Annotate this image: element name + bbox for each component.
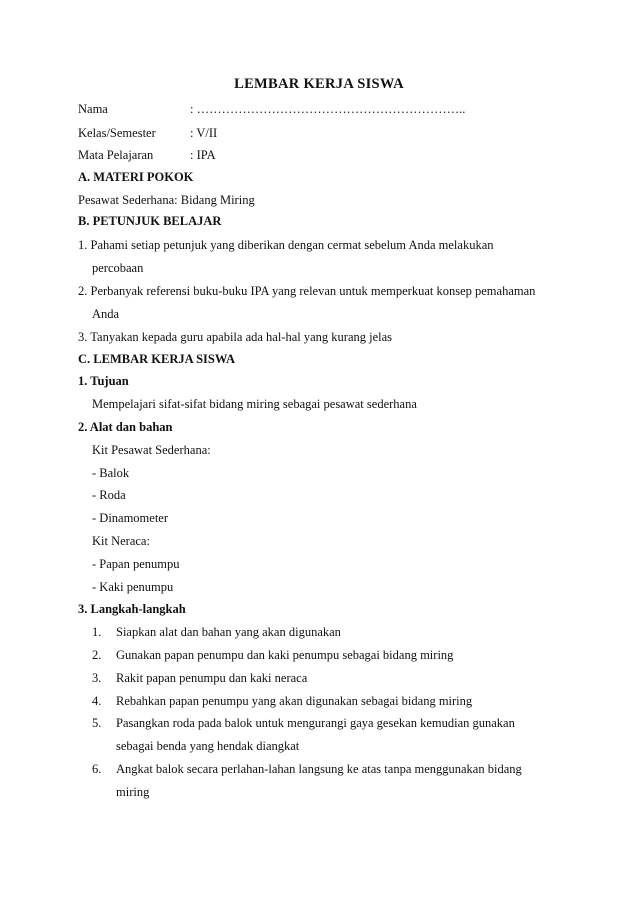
identity-value-mapel: : IPA	[190, 148, 216, 162]
step-number: 3.	[92, 671, 102, 685]
step-number: 4.	[92, 694, 102, 708]
petunjuk-item-1-cont: percobaan	[92, 261, 144, 275]
kit-pesawat-label: Kit Pesawat Sederhana:	[92, 443, 211, 457]
document-title: LEMBAR KERJA SISWA	[234, 76, 404, 92]
step-text-cont: sebagai benda yang hendak diangkat	[116, 739, 300, 753]
list-item: - Kaki penumpu	[92, 580, 174, 594]
step-number: 2.	[92, 648, 102, 662]
identity-value-kelas: : V/II	[190, 126, 218, 140]
petunjuk-item-2-cont: Anda	[92, 307, 120, 321]
step-text: Gunakan papan penumpu dan kaki penumpu sebagai bidang miring	[116, 648, 454, 662]
step-text-cont: miring	[116, 785, 150, 799]
langkah-heading: 3. Langkah-langkah	[78, 602, 186, 616]
step-number: 1.	[92, 625, 102, 639]
identity-value-nama: : ………………………………………………………..	[190, 102, 466, 116]
identity-label-kelas: Kelas/Semester	[78, 126, 156, 140]
petunjuk-item-3: 3. Tanyakan kepada guru apabila ada hal-hal yang kurang jelas	[78, 330, 393, 344]
identity-label-mapel: Mata Pelajaran	[78, 148, 154, 162]
step-text: Rebahkan papan penumpu yang akan digunakan sebagai bidang miring	[116, 694, 473, 708]
step-text: Pasangkan roda pada balok untuk mengurangi gaya gesekan kemudian gunakan	[116, 716, 515, 730]
petunjuk-item-1: 1. Pahami setiap petunjuk yang diberikan dengan cermat sebelum Anda melakukan	[78, 238, 494, 252]
step-text: Angkat balok secara perlahan-lahan langsung ke atas tanpa menggunakan bidang	[116, 762, 522, 776]
step-number: 5.	[92, 716, 102, 730]
step-text: Siapkan alat dan bahan yang akan digunakan	[116, 625, 341, 639]
tujuan-text: Mempelajari sifat-sifat bidang miring sebagai pesawat sederhana	[92, 397, 417, 411]
section-a-text: Pesawat Sederhana: Bidang Miring	[78, 193, 255, 207]
list-item: - Balok	[92, 466, 130, 480]
section-c-heading: C. LEMBAR KERJA SISWA	[78, 352, 235, 366]
section-b-heading: B. PETUNJUK BELAJAR	[78, 214, 222, 228]
petunjuk-item-2: 2. Perbanyak referensi buku-buku IPA yang relevan untuk memperkuat konsep pemahaman	[78, 284, 536, 298]
identity-label-nama: Nama	[78, 102, 108, 116]
section-a-heading: A. MATERI POKOK	[78, 170, 194, 184]
list-item: - Dinamometer	[92, 511, 169, 525]
alat-heading: 2. Alat dan bahan	[78, 420, 173, 434]
tujuan-heading: 1. Tujuan	[78, 374, 129, 388]
step-number: 6.	[92, 762, 102, 776]
list-item: - Roda	[92, 488, 126, 502]
kit-neraca-label: Kit Neraca:	[92, 534, 150, 548]
list-item: - Papan penumpu	[92, 557, 180, 571]
step-text: Rakit papan penumpu dan kaki neraca	[116, 671, 308, 685]
